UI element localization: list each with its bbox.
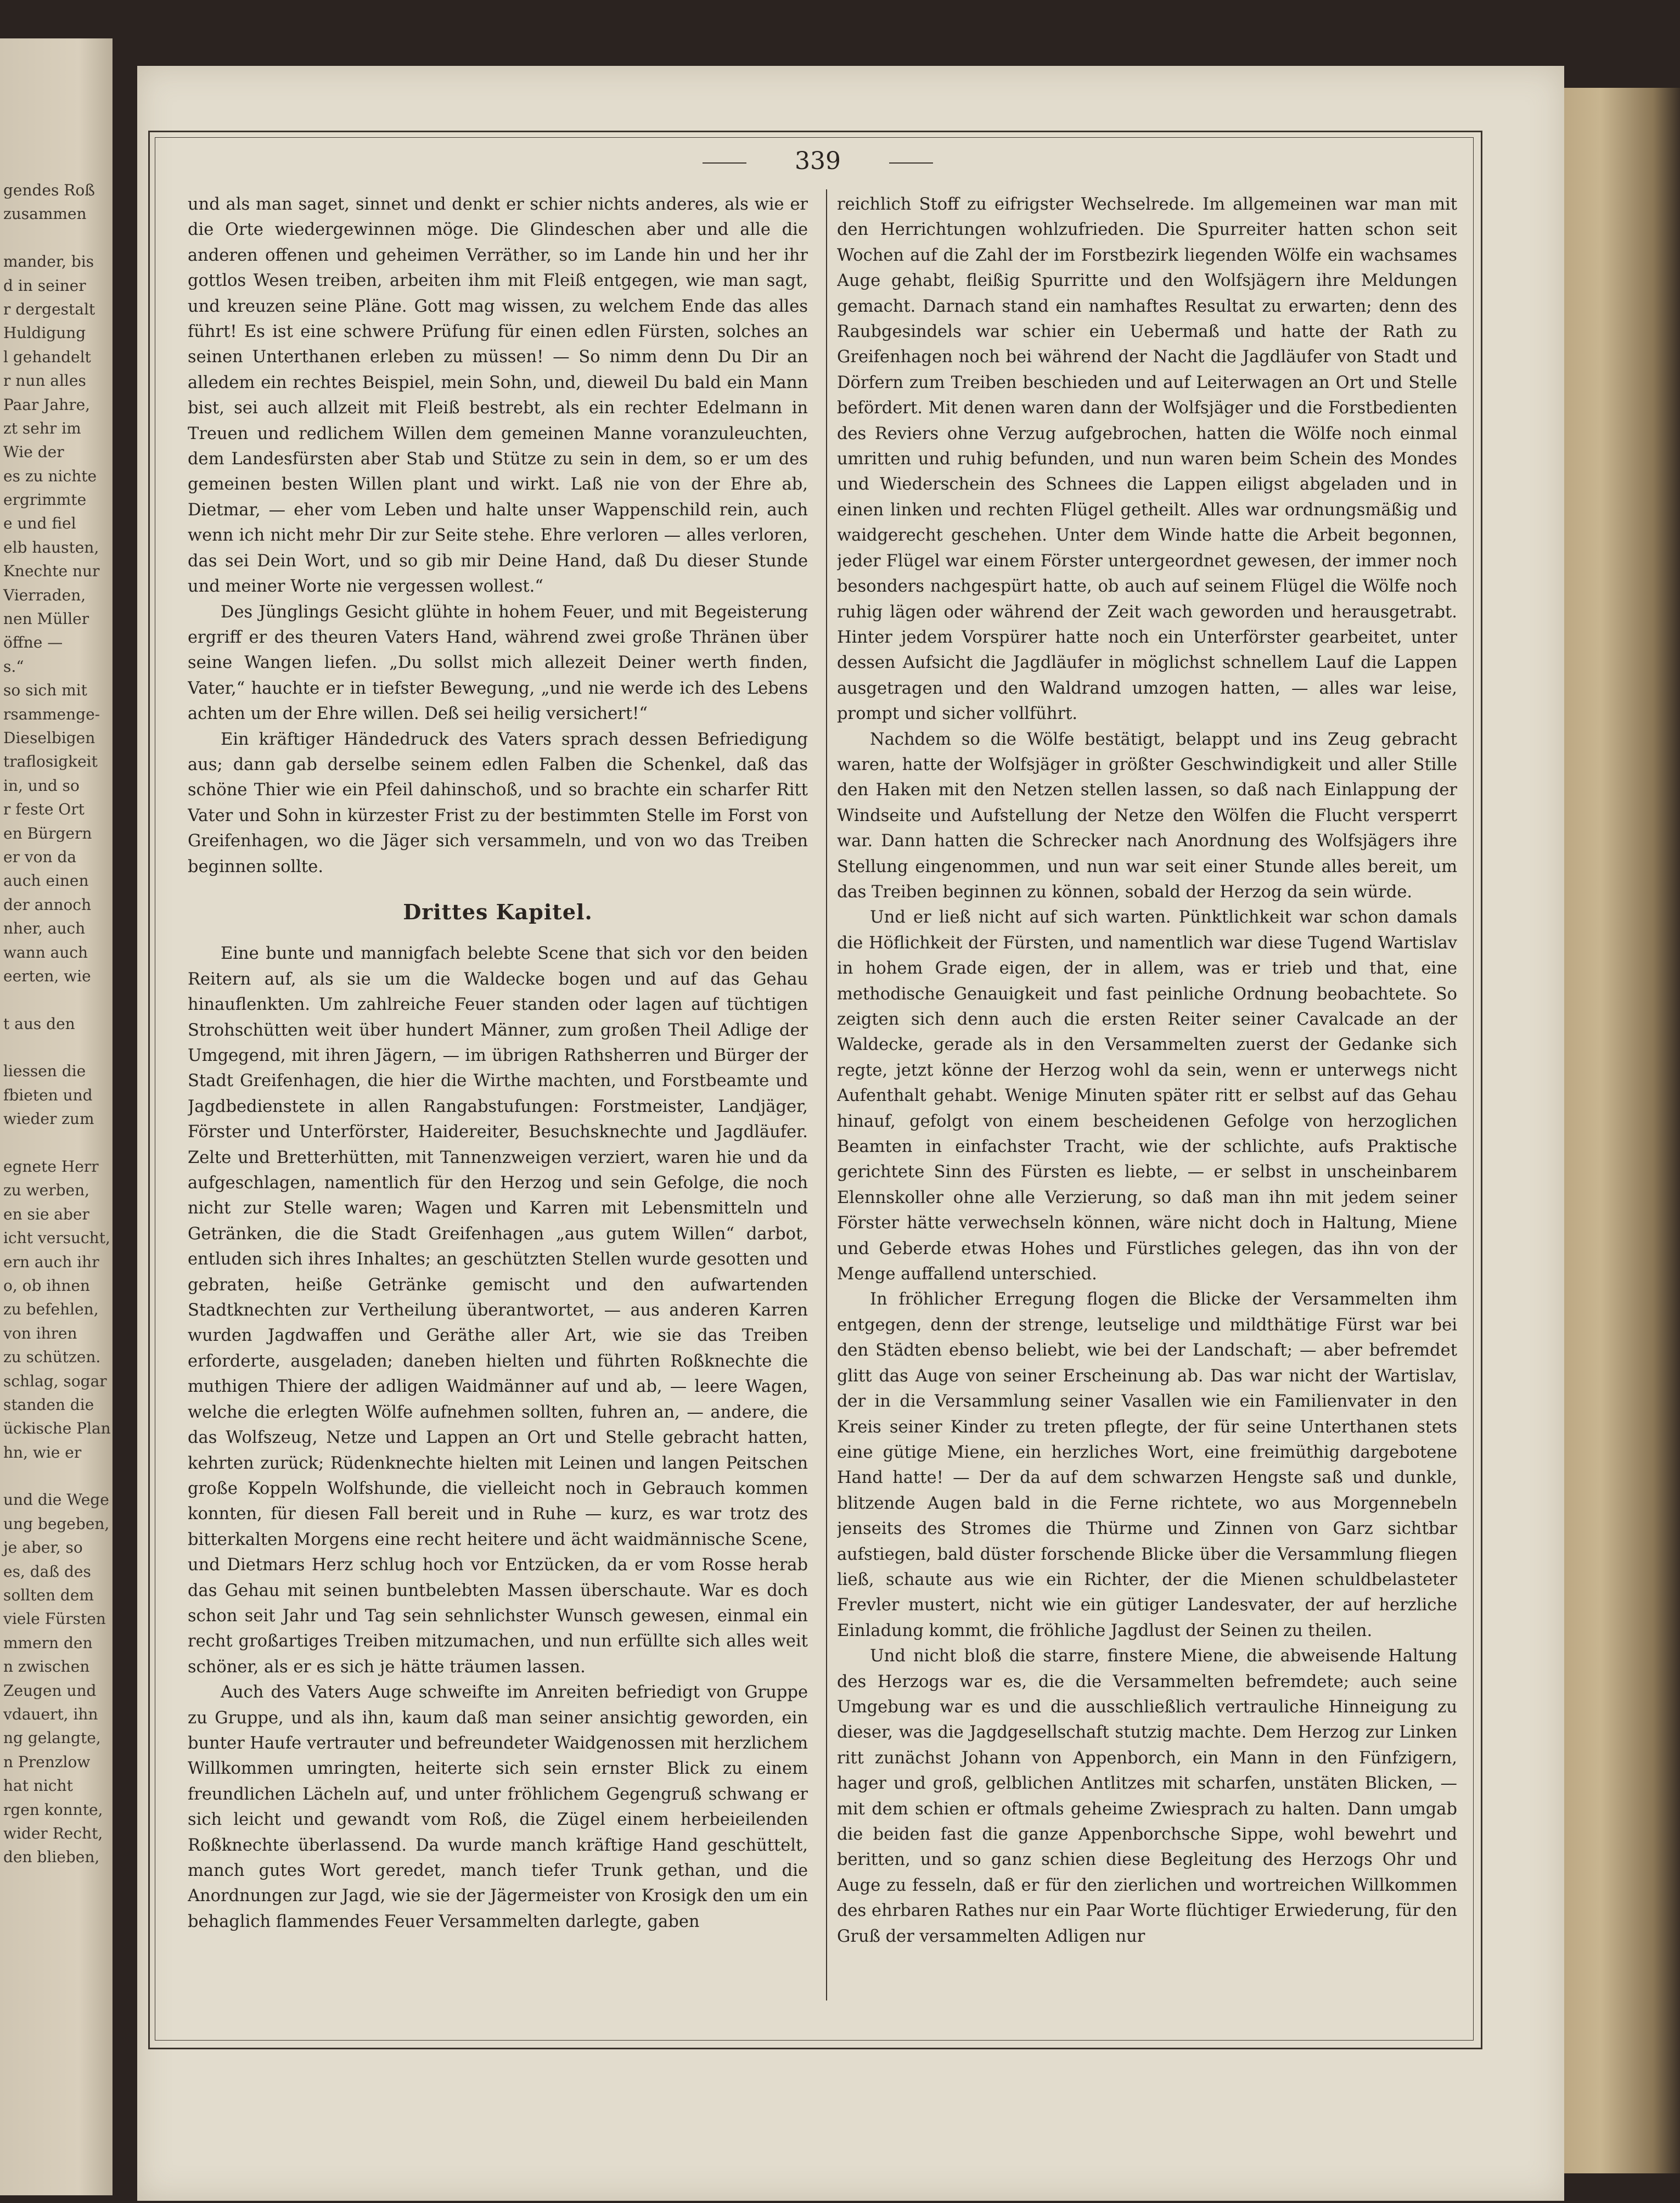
paragraph: und als man saget, sinnet und denkt er schier nichts anderes, als wie er die Orte wiedergewinnen möge. Die Glindeschen aber und alle die anderen offenen und geheimen Verräther, so im Lande hin und her ihr gottlos Wesen treiben, arbeiten ihm mit Fleiß entgegen, wie man sagt, und kreuzen seine Pläne. Gott mag wissen, zu welchem Ende das alles führt! Es ist eine schwere Prüfung für einen edlen Fürsten, solches an seinen Unterthanen erleben zu müssen! — So nimm denn Du Dir an alledem ein rechtes Beispiel, mein Sohn, und, dieweil Du bald ein Mann bist, sei auch allzeit mit Fleiß bestrebt, als ein rechter Edelmann in Treuen und redlichem Willen dem gemeinen Manne voranzuleuchten, dem Landesfürsten aber Stab und Stütze zu sein in dem, so er um des gemeinen besten Willen plant und wirkt. Laß nie von der Ehre ab, Dietmar, — eher vom Leben und halte unser Wappenschild rein, auch wenn ich nicht mehr Dir zur Seite stehe. Ehre verloren — alles verloren, das sei Dein Wort, und so gib mir Deine Hand, daß Du dieser Stunde und meiner Worte nie vergessen wollest.“: [188, 195, 808, 597]
paragraph: In fröhlicher Erregung flogen die Blicke der Versammelten ihm entgegen, denn der strenge, leutselige und mildthätige Fürst war bei den Städten ebenso beliebt, wie bei der Landschaft; — aber befremdet glitt das Auge von seiner Erscheinung ab. Das war nicht der Wartislav, der in die Versammlung seiner Vasallen wie ein Familienvater in den Kreis seiner Kinder zu treten pflegte, der für seine Unterthanen stets eine gütige Miene, ein herzliches Wort, eine freimüthig dargebotene Hand hatte! — Der da auf dem schwarzen Hengste saß und dunkle, blitzende Augen bald in die Ferne richtete, wo aus Morgennebeln jenseits des Stromes die Thürme und Zinnen von Garz sichtbar aufstiegen, bald düster forschende Blicke über die Versammlung fliegen ließ, schaute aus wie ein Richter, der die Mienen schuldbelasteter Frevler mustert, nicht wie ein gütiger Landesvater, der auf herzliche Einladung kommt, die fröhliche Jagdlust der Seinen zu theilen.: [837, 1290, 1457, 1640]
column-divider: [826, 189, 827, 2000]
page-edge: [1548, 88, 1680, 2173]
paragraph: Eine bunte und mannigfach belebte Scene that sich vor den beiden Reitern auf, als sie um die Waldecke bogen und auf das Gehau hinauflenkten. Um zahlreiche Feuer standen oder lagen auf tüchtigen Strohschütten weit über hundert Männer, zum großen Theil Adlige der Umgegend, mit ihren Jägern, — im übrigen Rathsherren und Bürger der Stadt Greifenhagen, die hier die Wirthe machten, und Forstbeamte und Jagdbedienstete in allen Rangabstufungen: Forstmeister, Landjäger, Förster und Unterförster, Haidereiter, Besuchsknechte und Jagdläufer. Zelte und Bretterhütten, mit Tannenzweigen verziert, waren hie und da aufgeschlagen, namentlich für den Herzog und sein Gefolge, die noch nicht zur Stelle waren; Wagen und Karren mit Lebensmitteln und Getränken, die die Stadt Greifenhagen „aus gutem Willen“ darbot, entluden sich ihres Inhaltes; an geschützten Stellen wurde gesotten und gebraten, heiße Getränke gemischt und den aufwartenden Stadtknechten zur Vertheilung überantwortet, — aus anderen Karren wurden Jagdwaffen und Geräthe aller Art, wie sie das Treiben erforderte, ausgeladen; daneben hielten und führten Roßknechte die muthigen Thiere der adligen Waidmänner auf und ab, — leere Wagen, welche die erlegten Wölfe aufnehmen sollten, fuhren an, — andere, die das Wolfszeug, Netze und Lappen an Ort und Stelle gebracht hatten, kehrten zurück; Rüdenknechte hielten mit Leinen und langen Peitschen große Koppeln Wolfshunde, die vielleicht noch in Gebrauch kommen konnten, für diesen Fall bereit und in Ruhe — kurz, es war trotz des bitterkalten Morgens eine recht heitere und ächt waidmännische Scene, und Dietmars Herz schlug hoch vor Entzücken, da er vom Rosse herab das Gehau mit seinen buntbelebten Massen überschaute. War es doch schon seit Jahr und Tag sein sehnlichster Wunsch gewesen, einmal ein recht großartiges Treiben mitzumachen, und nun erfüllte sich alles weit schöner, als er es sich je hätte träumen lassen.: [188, 944, 808, 1677]
paragraph: Und er ließ nicht auf sich warten. Pünktlichkeit war schon damals die Höflichkeit der Fürsten, und namentlich war diese Tugend Wartislav in hohem Grade eigen, der in allem, was er trieb und that, eine methodische Genauigkeit und fast peinliche Ordnung beobachtete. So zeigten sich denn auch die ersten Reiter seiner Cavalcade an der Waldecke, gerade als in den Versammelten zuerst der Gedanke sich regte, jetzt könne der Herzog wohl da sein, wenn er unterwegs nicht Aufenthalt gehabt. Wenige Minuten später ritt er selbst auf das Gehau hinauf, gefolgt von einem bescheidenen Gefolge von herzoglichen Beamten in einfachster Tracht, wie der schlichte, aufs Praktische gerichtete Sinn des Fürsten es liebte, — er selbst in unscheinbarem Elennskoller ohne alle Verzierung, so daß man ihn mit jedem seiner Förster hätte verwechseln können, wäre nicht doch in Haltung, Miene und Geberde etwas Hohes und Fürstliches gelegen, das ihn von der Menge auffallend unterschied.: [837, 908, 1457, 1284]
left-column: [188, 192, 808, 2003]
facing-page-text: gendes Roß zusammen mander, bis d in seiner r dergestalt Huldigung l gehandelt r nun alles Paar Jahre, zt sehr im Wie der es zu nichte ergrimmte e und fiel elb hausten, Knechte nur Vierraden, nen Müller öffne — s.“ so sich mit rsammenge- Dieselbigen traflosigkeit in, und so r feste Ort en Bürgern er von da auch einen der annoch nher, auch wann auch eerten, wie t aus den liessen die fbieten und wieder zum egnete Herr zu werben, en sie aber icht versucht, ern auch ihr o, ob ihnen zu befehlen, von ihren zu schützen. schlag, sogar standen die ückische Plan hn, wie er und die Wege ung begeben, je aber, so es, daß des sollten dem viele Fürsten mmern den n zwischen Zeugen und vdauert, ihn ng gelangte, n Prenzlow hat nicht rgen konnte, wider Recht, den blieben,: [3, 181, 111, 1867]
paragraph: Ein kräftiger Händedruck des Vaters sprach dessen Befriedigung aus; dann gab derselbe seinem edlen Falben die Schenkel, daß das schöne Thier wie ein Pfeil dahinschoß, und so brachte ein scharfer Ritt Vater und Sohn in kürzester Frist zu der bestimmten Stelle im Forst von Greifenhagen, wo die Jäger sich versammeln, und von wo das Treiben beginnen sollte.: [188, 729, 808, 876]
paragraph: reichlich Stoff zu eifrigster Wechselrede. Im allgemeinen war man mit den Herrichtungen wohlzufrieden. Die Spurreiter hatten schon seit Wochen auf die Zahl der im Forstbezirk liegenden Wölfe ein wachsames Auge gehabt, fleißig Spurritte und den Wolfsjägern ihre Meldungen gemacht. Darnach stand ein namhaftes Resultat zu erwarten; denn des Raubgesindels war schier ein Uebermaß und hatte der Rath zu Greifenhagen noch bei während der Nacht die Jagdläufer von Stadt und Dörfern zum Treiben beschieden und auf Leiterwagen an Ort und Stelle befördert. Mit denen waren dann der Wolfsjäger und die Forstbedienten des Reviers ohne Verzug aufgebrochen, hatten die Wölfe noch einmal umritten und ruhig befunden, und nun waren beim Schein des Mondes und Wiederschein des Schnees die Lappen eiligst abgeladen und in einen linken und rechten Flügel getheilt. Alles war ordnungsmäßig und waidgerecht geschehen. Unter dem Winde hatte die Arbeit begonnen, jeder Flügel war einem Förster untergeordnet gewesen, der immer noch besonders nachgespürt hatte, ob auch auf seinem Flügel die Wölfe noch ruhig lägen oder während der Zeit wach geworden und herausgetrabt. Hinter jedem Vorspürer hatte noch ein Unterförster gearbeitet, unter dessen Aufsicht die Jagdläufer in möglichst schnellem Lauf die Lappen ausgetragen und den Waldrand umzogen hatten, — alles war leise, prompt und sicher vollführt.: [837, 195, 1457, 724]
paragraph: Nachdem so die Wölfe bestätigt, belappt und ins Zeug gebracht waren, hatte der Wolfsjäger in größter Geschwindigkeit und aller Stille den Haken mit den Netzen stellen lassen, so daß nach Einlappung der Windseite und Aufstellung der Netze den Wölfen die Flucht versperrt war. Dann hatten die Schrecker nach Anordnung des Wolfsjägers ihre Stellung eingenommen, und nun war seit einer Stunde alles bereit, um das Treiben beginnen zu können, sobald der Herzog da sein würde.: [837, 729, 1457, 902]
paragraph: Des Jünglings Gesicht glühte in hohem Feuer, und mit Begeisterung ergriff er des theuren Vaters Hand, während zwei große Thränen über seine Wangen liefen. „Du sollst mich allezeit Deiner werth finden, Vater,“ hauchte er in tiefster Bewegung, „und nie werde ich des Lebens achten um der Ehre willen. Deß sei heilig versichert!“: [188, 602, 808, 724]
chapter-heading: Drittes Kapitel.: [403, 899, 593, 924]
page-number: 339: [752, 147, 884, 175]
paragraph: Und nicht bloß die starre, finstere Miene, die abweisende Haltung des Herzogs war es, die die Versammelten befremdete; auch seine Umgebung war es und die ausschließlich vertrauliche Hinneigung zu dieser, was die Jagdgesellschaft stutzig machte. Dem Herzog zur Linken ritt zunächst Johann von Appenborch, ein Mann in den Fünfzigern, hager und groß, gelblichen Antlitzes mit scharfen, unstäten Blicken, — mit dem schien er oftmals geheime Zwiesprach zu halten. Dann umgab die beiden fast die ganze Appenborchsche Sippe, wohl bewehrt und beritten, und so ganz schien diese Begleitung des Herzogs Ohr und Auge zu fesseln, daß er für den zierlichen und wortreichen Willkommen des ehrbaren Rathes nur ein Paar Worte flüchtiger Erwiederung, für den Gruß der versammelten Adligen nur: [837, 1646, 1457, 1946]
facing-page: [0, 38, 113, 2195]
right-column: [837, 192, 1457, 2003]
paragraph: Auch des Vaters Auge schweifte im Anreiten befriedigt von Gruppe zu Gruppe, und als ihn, kaum daß man seiner ansichtig geworden, ein bunter Haufe vertrauter und befreundeter Waidgenossen mit herzlichem Willkommen umringten, heiterte sich sein ernster Blick zu einem freundlichen Lächeln auf, und unter fröhlichem Gegengruß schwang er sich leicht und gewandt vom Roß, die Zügel einem herbeieilenden Roßknechte überlassend. Da wurde manch kräftige Hand geschüttelt, manch gutes Wort geredet, manch tiefer Trunk gethan, und die Anordnungen zur Jagd, wie sie der Jägermeister von Krosigk den um ein behaglich flammendes Feuer Versammelten darlegte, gaben: [188, 1683, 808, 1931]
